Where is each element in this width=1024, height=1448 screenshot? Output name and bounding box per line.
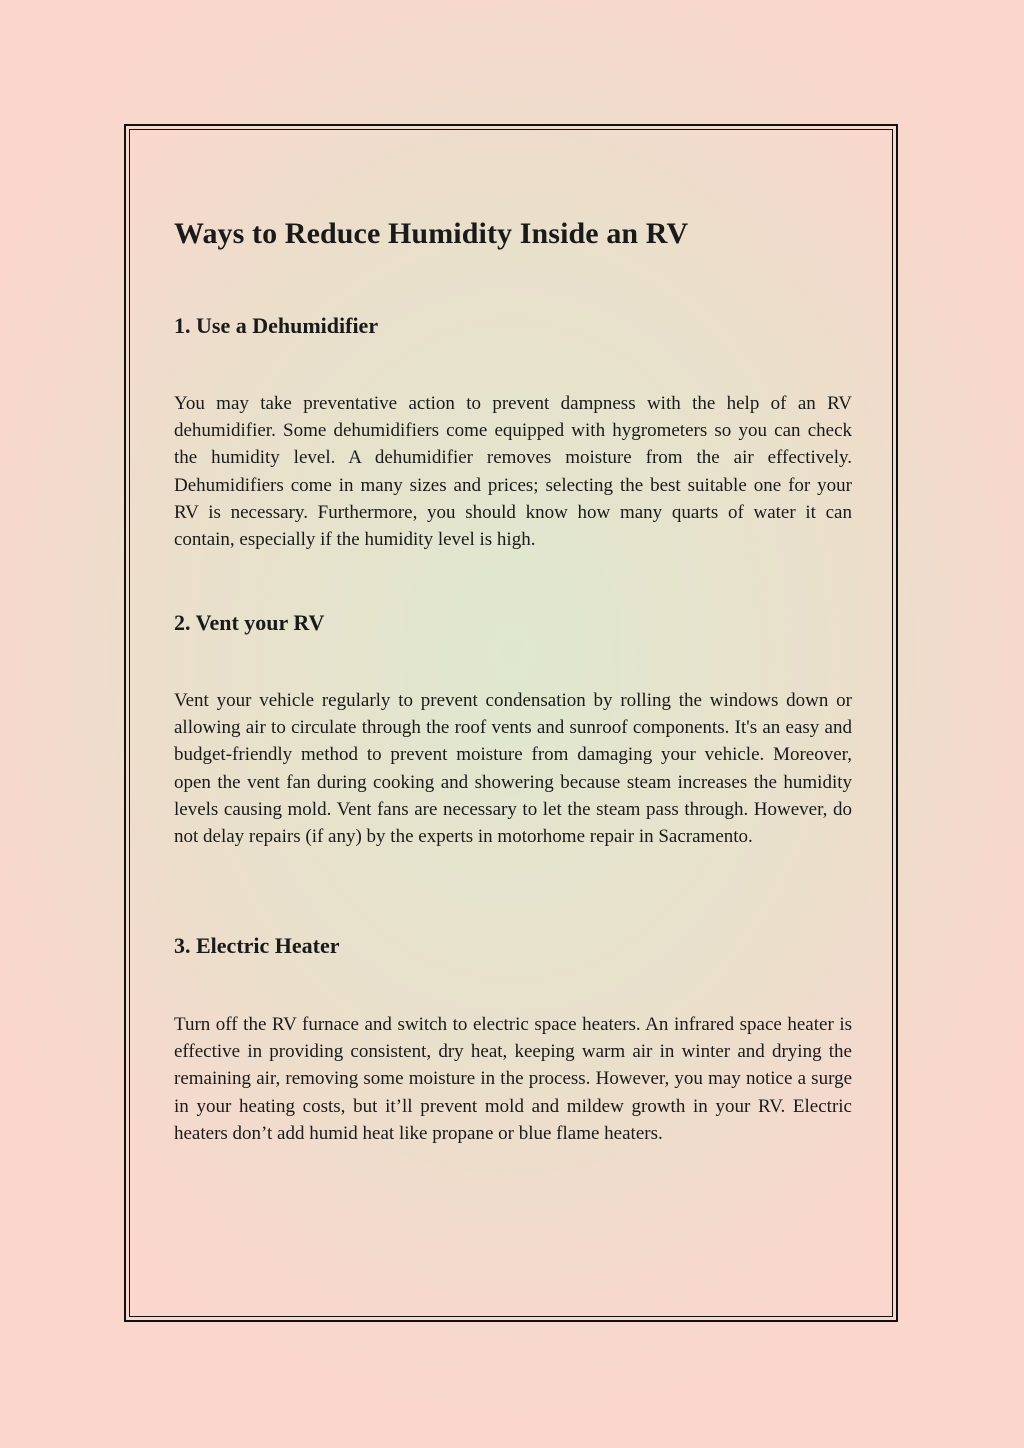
section-body-vent: Vent your vehicle regularly to prevent condensation by rolling the windows down or allowing air to circulate through the roof vents and sunroof components. It's an easy and budget-friendly method to prevent moisture from damaging your vehicle. Moreover, open the vent fan during cooking and showering because steam increases the humidity levels causing mold. Vent fans are necessary to let the steam pass through. However, do not delay repairs (if any) by the experts in motorhome repair in Sacramento. — [174, 690, 852, 848]
page-border-frame — [124, 124, 898, 1322]
section-heading-dehumidifier: 1. Use a Dehumidifier — [174, 313, 379, 338]
section-body-dehumidifier: You may take preventative action to prevent dampness with the help of an RV dehumidifier. Some dehumidifiers come equipped with hygrometers so you can check the humidity level. A dehumidifier removes moisture from the air effectively. Dehumidifiers come in many sizes and prices; selecting the best suitable one for your RV is necessary. Furthermore, you should know how many quarts of water it can contain, especially if the humidity level is high. — [174, 393, 852, 551]
document-title: Ways to Reduce Humidity Inside an RV — [174, 217, 689, 250]
section-heading-vent: 2. Vent your RV — [174, 610, 325, 635]
section-heading-electric-heater: 3. Electric Heater — [174, 933, 340, 958]
section-body-electric-heater: Turn off the RV furnace and switch to electric space heaters. An infrared space heater is effective in providing consistent, dry heat, keeping warm air in winter and drying the remaining air, removing some moisture in the process. However, you may notice a surge in your heating costs, but it’ll prevent mold and mildew growth in your RV. Electric heaters don’t add humid heat like propane or blue flame heaters. — [174, 1014, 852, 1144]
